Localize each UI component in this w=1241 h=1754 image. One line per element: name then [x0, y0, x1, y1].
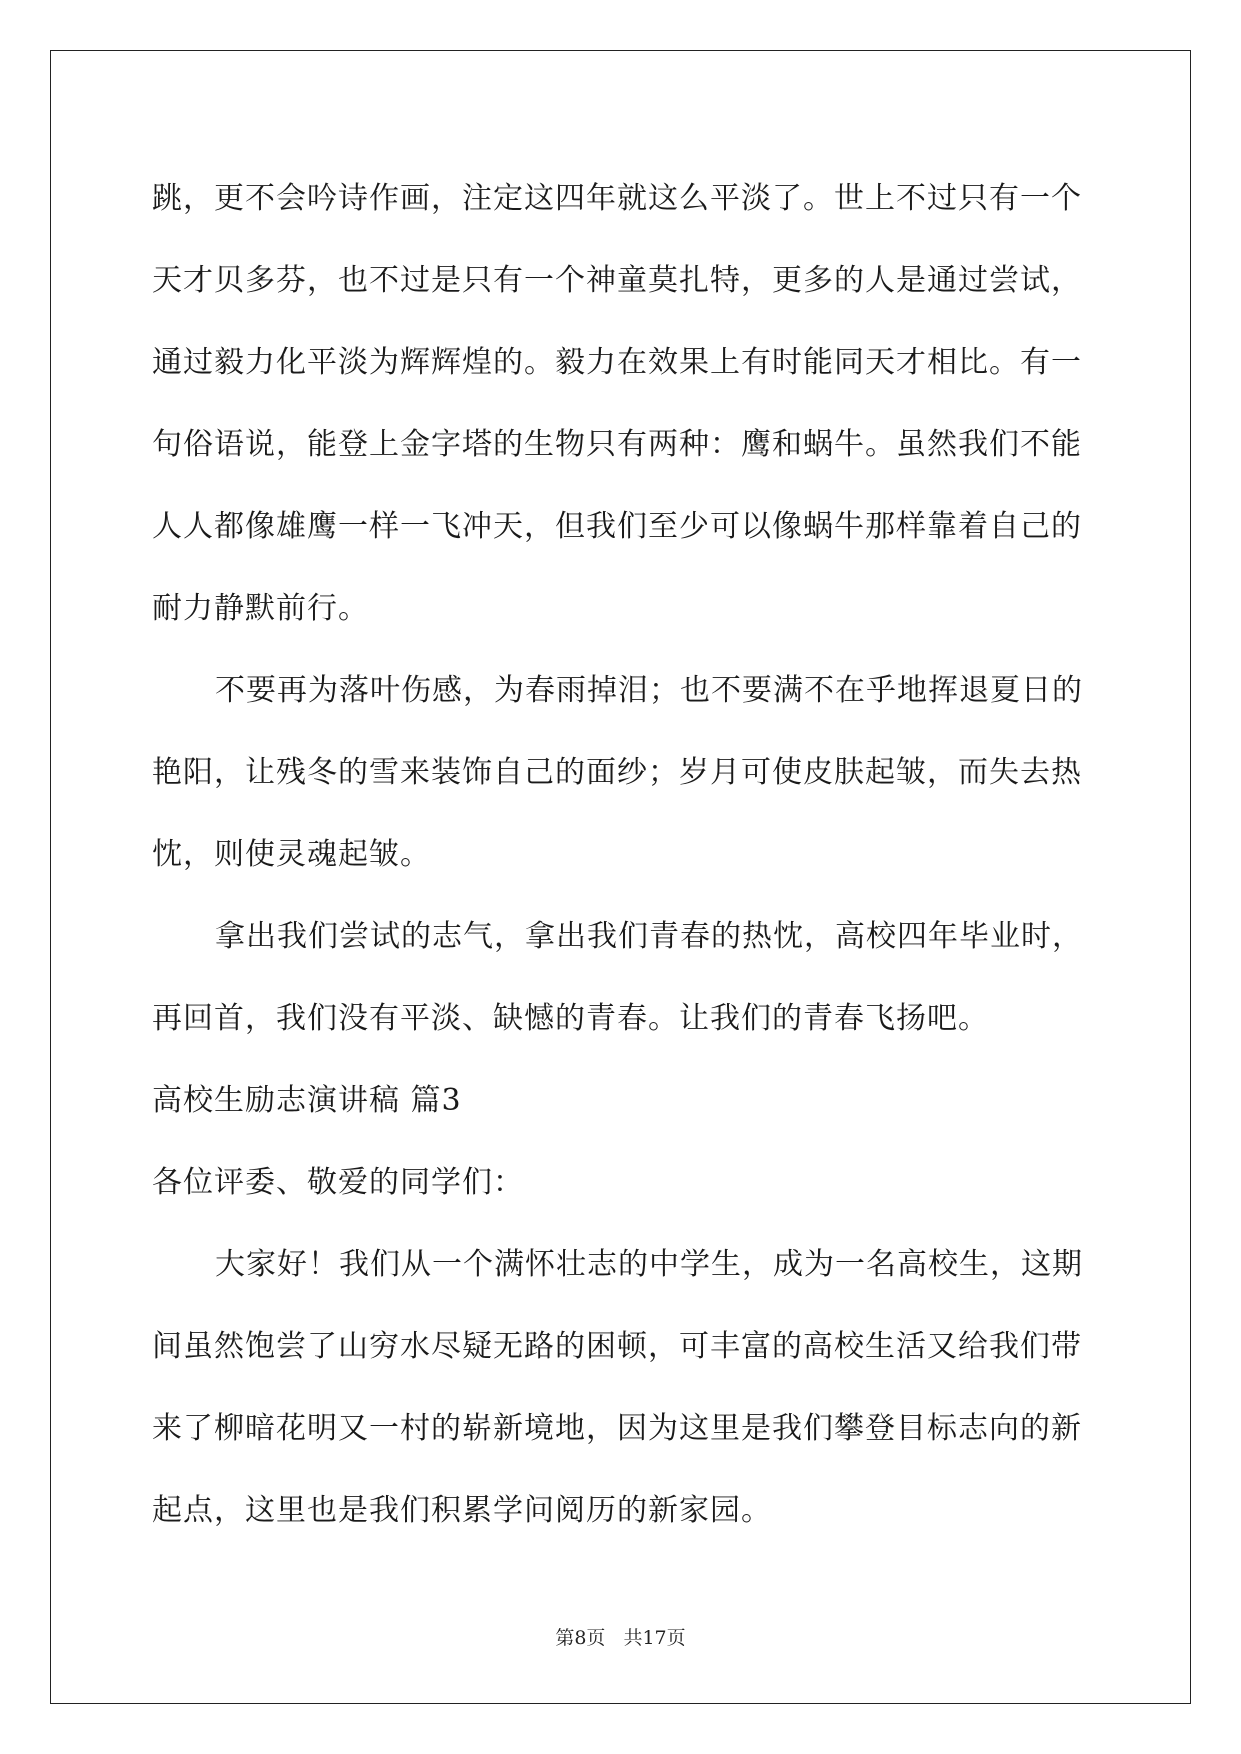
paragraph-start-line: 大家好！我们从一个满怀壮志的中学生，成为一名高校生，这期	[215, 1247, 1083, 1282]
text-line: 通过毅力化平淡为辉辉煌的。毅力在效果上有时能同天才相比。有一	[152, 345, 1082, 380]
text-line: 跳，更不会吟诗作画，注定这四年就这么平淡了。世上不过只有一个	[152, 181, 1082, 216]
section-heading: 高校生励志演讲稿 篇3	[152, 1083, 462, 1118]
salutation: 各位评委、敬爱的同学们：	[152, 1165, 524, 1200]
paragraph-start-line: 拿出我们尝试的志气，拿出我们青春的热忱，高校四年毕业时，	[215, 919, 1083, 954]
page-footer	[0, 1623, 1241, 1650]
text-line: 天才贝多芬，也不过是只有一个神童莫扎特，更多的人是通过尝试，	[152, 263, 1082, 298]
text-line: 忱，则使灵魂起皱。	[152, 837, 431, 872]
document-body	[152, 158, 1092, 1552]
text-line: 间虽然饱尝了山穷水尽疑无路的困顿，可丰富的高校生活又给我们带	[152, 1329, 1082, 1364]
text-line: 起点，这里也是我们积累学问阅历的新家园。	[152, 1493, 772, 1528]
text-line: 耐力静默前行。	[152, 591, 369, 626]
page-number: 第8页	[555, 1627, 606, 1649]
text-line: 来了柳暗花明又一村的崭新境地，因为这里是我们攀登目标志向的新	[152, 1411, 1082, 1446]
text-line: 艳阳，让残冬的雪来装饰自己的面纱；岁月可使皮肤起皱，而失去热	[152, 755, 1082, 790]
paragraph-start-line: 不要再为落叶伤感，为春雨掉泪；也不要满不在乎地挥退夏日的	[215, 673, 1083, 708]
page-total: 共17页	[623, 1627, 686, 1649]
text-line: 人人都像雄鹰一样一飞冲天，但我们至少可以像蜗牛那样靠着自己的	[152, 509, 1082, 544]
text-line: 句俗语说，能登上金字塔的生物只有两种：鹰和蜗牛。虽然我们不能	[152, 427, 1082, 462]
text-line: 再回首，我们没有平淡、缺憾的青春。让我们的青春飞扬吧。	[152, 1001, 989, 1036]
